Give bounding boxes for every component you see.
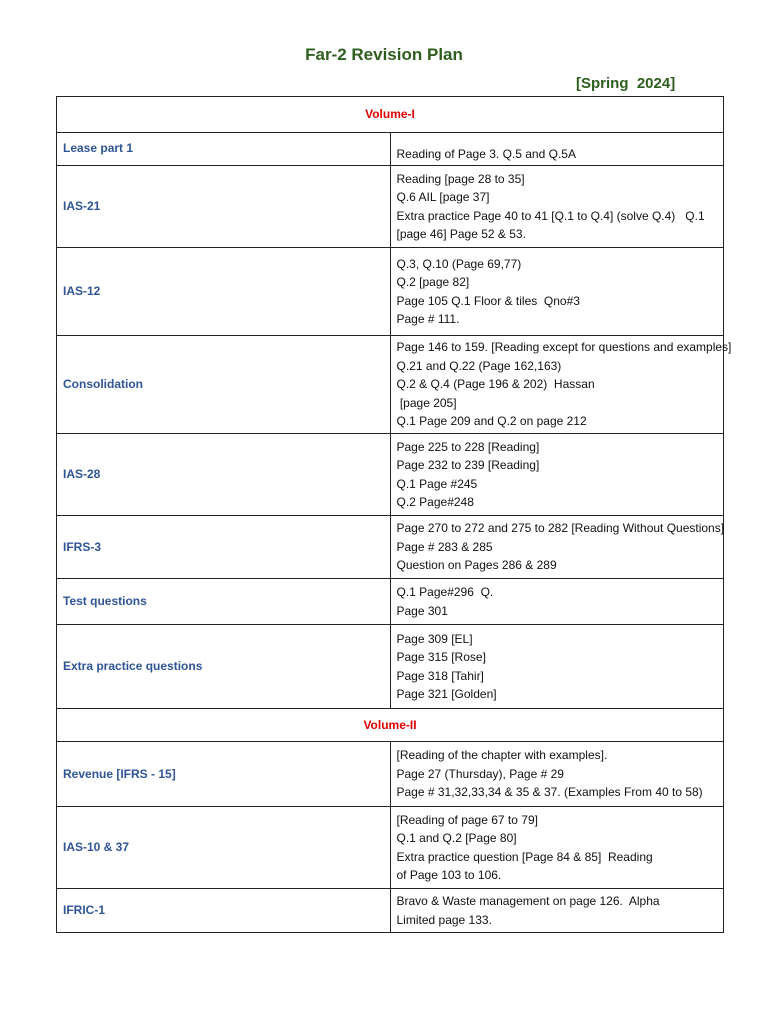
content-cell	[390, 336, 732, 434]
content-line: Q.1 and Q.2 [Page 80]	[396, 831, 517, 845]
revision-plan-table-body	[57, 97, 732, 933]
topic-cell: Consolidation	[57, 336, 391, 434]
content-line: Page 318 [Tahir]	[396, 668, 484, 683]
topic-cell: Revenue [IFRS - 15]	[57, 742, 391, 807]
content-line: Q.6 AIL [page 37]	[396, 190, 490, 204]
content-cell	[390, 434, 724, 516]
content-line: Q.2 [page 82]	[396, 275, 470, 289]
content-line: Q.1 Page#296 Q.	[396, 585, 494, 599]
content-line: Q.2 & Q.4 (Page 196 & 202) Hassan	[396, 377, 595, 392]
content-line: Q.21 and Q.22 (Page 162,163)	[396, 358, 562, 373]
content-line: Q.1 Page #245	[396, 476, 478, 491]
content-line: Page 315 [Rose]	[396, 650, 486, 664]
document-subtitle: [Spring 2024]	[576, 75, 676, 92]
topic-cell: IAS-21	[57, 166, 391, 248]
content-cell	[390, 807, 724, 889]
content-cell	[390, 625, 724, 709]
topic-cell: IFRIC-1	[57, 889, 391, 933]
content-line: Question on Pages 286 & 289	[396, 558, 557, 573]
plan-row	[57, 434, 724, 516]
content-line: [page 205]	[396, 395, 457, 410]
content-line: Q.2 Page#248	[396, 495, 474, 509]
content-line: Page # 283 & 285	[396, 539, 493, 554]
plan-row	[57, 133, 724, 166]
content-line: of Page 103 to 106.	[396, 868, 502, 882]
content-line: Page 27 (Thursday), Page # 29	[396, 766, 564, 781]
content-line: Page 309 [EL]	[396, 631, 473, 646]
content-cell	[390, 248, 724, 336]
content-cell	[390, 579, 724, 625]
content-cell	[390, 133, 724, 166]
plan-row	[57, 579, 724, 625]
topic-cell: Lease part 1	[57, 133, 391, 166]
content-cell	[390, 889, 724, 933]
topic-cell: Extra practice questions	[57, 625, 391, 709]
document-title: Far-2 Revision Plan	[305, 45, 463, 64]
plan-row	[57, 889, 724, 933]
content-cell	[390, 166, 724, 248]
volume-heading-row	[57, 97, 724, 133]
volume-heading: Volume-I	[57, 97, 724, 133]
plan-row	[57, 807, 724, 889]
topic-cell: IAS-12	[57, 248, 391, 336]
plan-row	[57, 625, 724, 709]
content-line: Q.1 Page 209 and Q.2 on page 212	[396, 414, 587, 429]
content-line: Page 301	[396, 603, 448, 618]
content-line: Page # 31,32,33,34 & 35 & 37. (Examples From 40 to 58)	[396, 785, 703, 800]
volume-heading-row	[57, 709, 724, 742]
content-line: [page 46] Page 52 & 53.	[396, 227, 526, 241]
content-line: [Reading of the chapter with examples].	[396, 748, 608, 763]
content-line: [Reading of page 67 to 79]	[396, 812, 538, 827]
plan-row	[57, 336, 724, 434]
content-line: Extra practice question [Page 84 & 85] Reading	[396, 849, 653, 864]
plan-row	[57, 516, 724, 579]
revision-plan-table	[56, 96, 732, 933]
content-line: Page # 111.	[396, 312, 460, 326]
content-line: Bravo & Waste management on page 126. Alpha	[396, 894, 660, 908]
volume-heading: Volume-II	[57, 709, 724, 742]
plan-row	[57, 166, 724, 248]
content-line: Page 105 Q.1 Floor & tiles Qno#3	[396, 293, 580, 308]
plan-row	[57, 742, 724, 807]
content-cell	[390, 516, 724, 579]
content-line: Page 321 [Golden]	[396, 687, 497, 701]
content-cell	[390, 742, 724, 807]
content-line: Reading [page 28 to 35]	[396, 171, 525, 186]
topic-cell: IFRS-3	[57, 516, 391, 579]
topic-cell: IAS-28	[57, 434, 391, 516]
content-line: Page 270 to 272 and 275 to 282 [Reading Without Questions]	[396, 521, 725, 536]
content-line: Page 146 to 159. [Reading except for questions and examples]	[396, 340, 732, 355]
topic-cell: IAS-10 & 37	[57, 807, 391, 889]
content-line: Page 225 to 228 [Reading]	[396, 439, 540, 454]
content-line: Limited page 133.	[396, 912, 492, 927]
content-line: Extra practice Page 40 to 41 [Q.1 to Q.4] (solve Q.4) Q.1	[396, 208, 705, 223]
topic-cell: Test questions	[57, 579, 391, 625]
content-line: Q.3, Q.10 (Page 69,77)	[396, 256, 522, 271]
content-line: Page 232 to 239 [Reading]	[396, 458, 540, 472]
plan-row	[57, 248, 724, 336]
content-line: Reading of Page 3. Q.5 and Q.5A	[396, 146, 576, 161]
